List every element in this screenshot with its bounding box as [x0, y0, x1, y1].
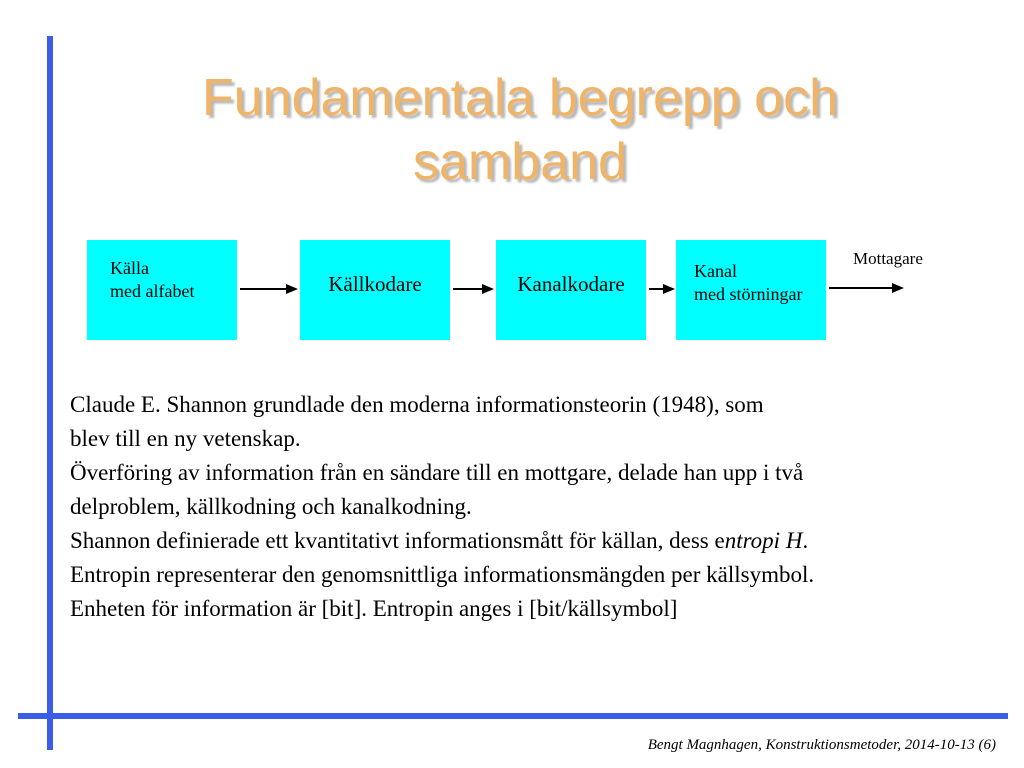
body-line-5-text: Shannon definierade ett kvantitativt informationsmått för källan, dess e [70, 528, 725, 553]
arrow-2 [453, 284, 494, 294]
body-line-5-end: . [802, 528, 809, 553]
body-line-6: Entropin representerar den genomsnittliga informationsmängden per källsymbol. [70, 562, 815, 587]
title-line-2: samband [413, 133, 627, 191]
body-text [70, 388, 1005, 626]
receiver-label: Mottagare [853, 249, 923, 268]
slide-footer: Bengt Magnhagen, Konstruktionsmetoder, 2014-10-13 (6) [647, 737, 996, 753]
arrow-3 [649, 284, 675, 294]
source-label-line-2: med alfabet [110, 281, 195, 301]
arrow-1 [240, 284, 298, 294]
arrow-4 [829, 283, 904, 293]
body-line-4: delproblem, källkodning och kanalkodning. [70, 494, 472, 519]
source-label-line-1: Källa [110, 258, 149, 278]
body-line-5 [70, 524, 1005, 558]
body-line-1: Claude E. Shannon grundlade den moderna informationsteorin (1948), som [70, 392, 764, 417]
entropy-term: ntropi H [724, 528, 803, 553]
body-line-3: Överföring av information från en sändare till en mottgare, delade han upp i två [70, 460, 804, 485]
body-line-7: Enheten för information är [bit]. Entropin anges i [bit/källsymbol] [70, 596, 678, 621]
body-line-2: blev till en ny vetenskap. [70, 426, 301, 451]
source-encoder-label: Källkodare [328, 272, 422, 296]
channel-label-line-1: Kanal [694, 261, 737, 281]
channel-encoder-label: Kanalkodare [517, 272, 625, 296]
channel-label-line-2: med störningar [694, 284, 803, 304]
title-line-1: Fundamentala begrepp och [201, 69, 838, 127]
